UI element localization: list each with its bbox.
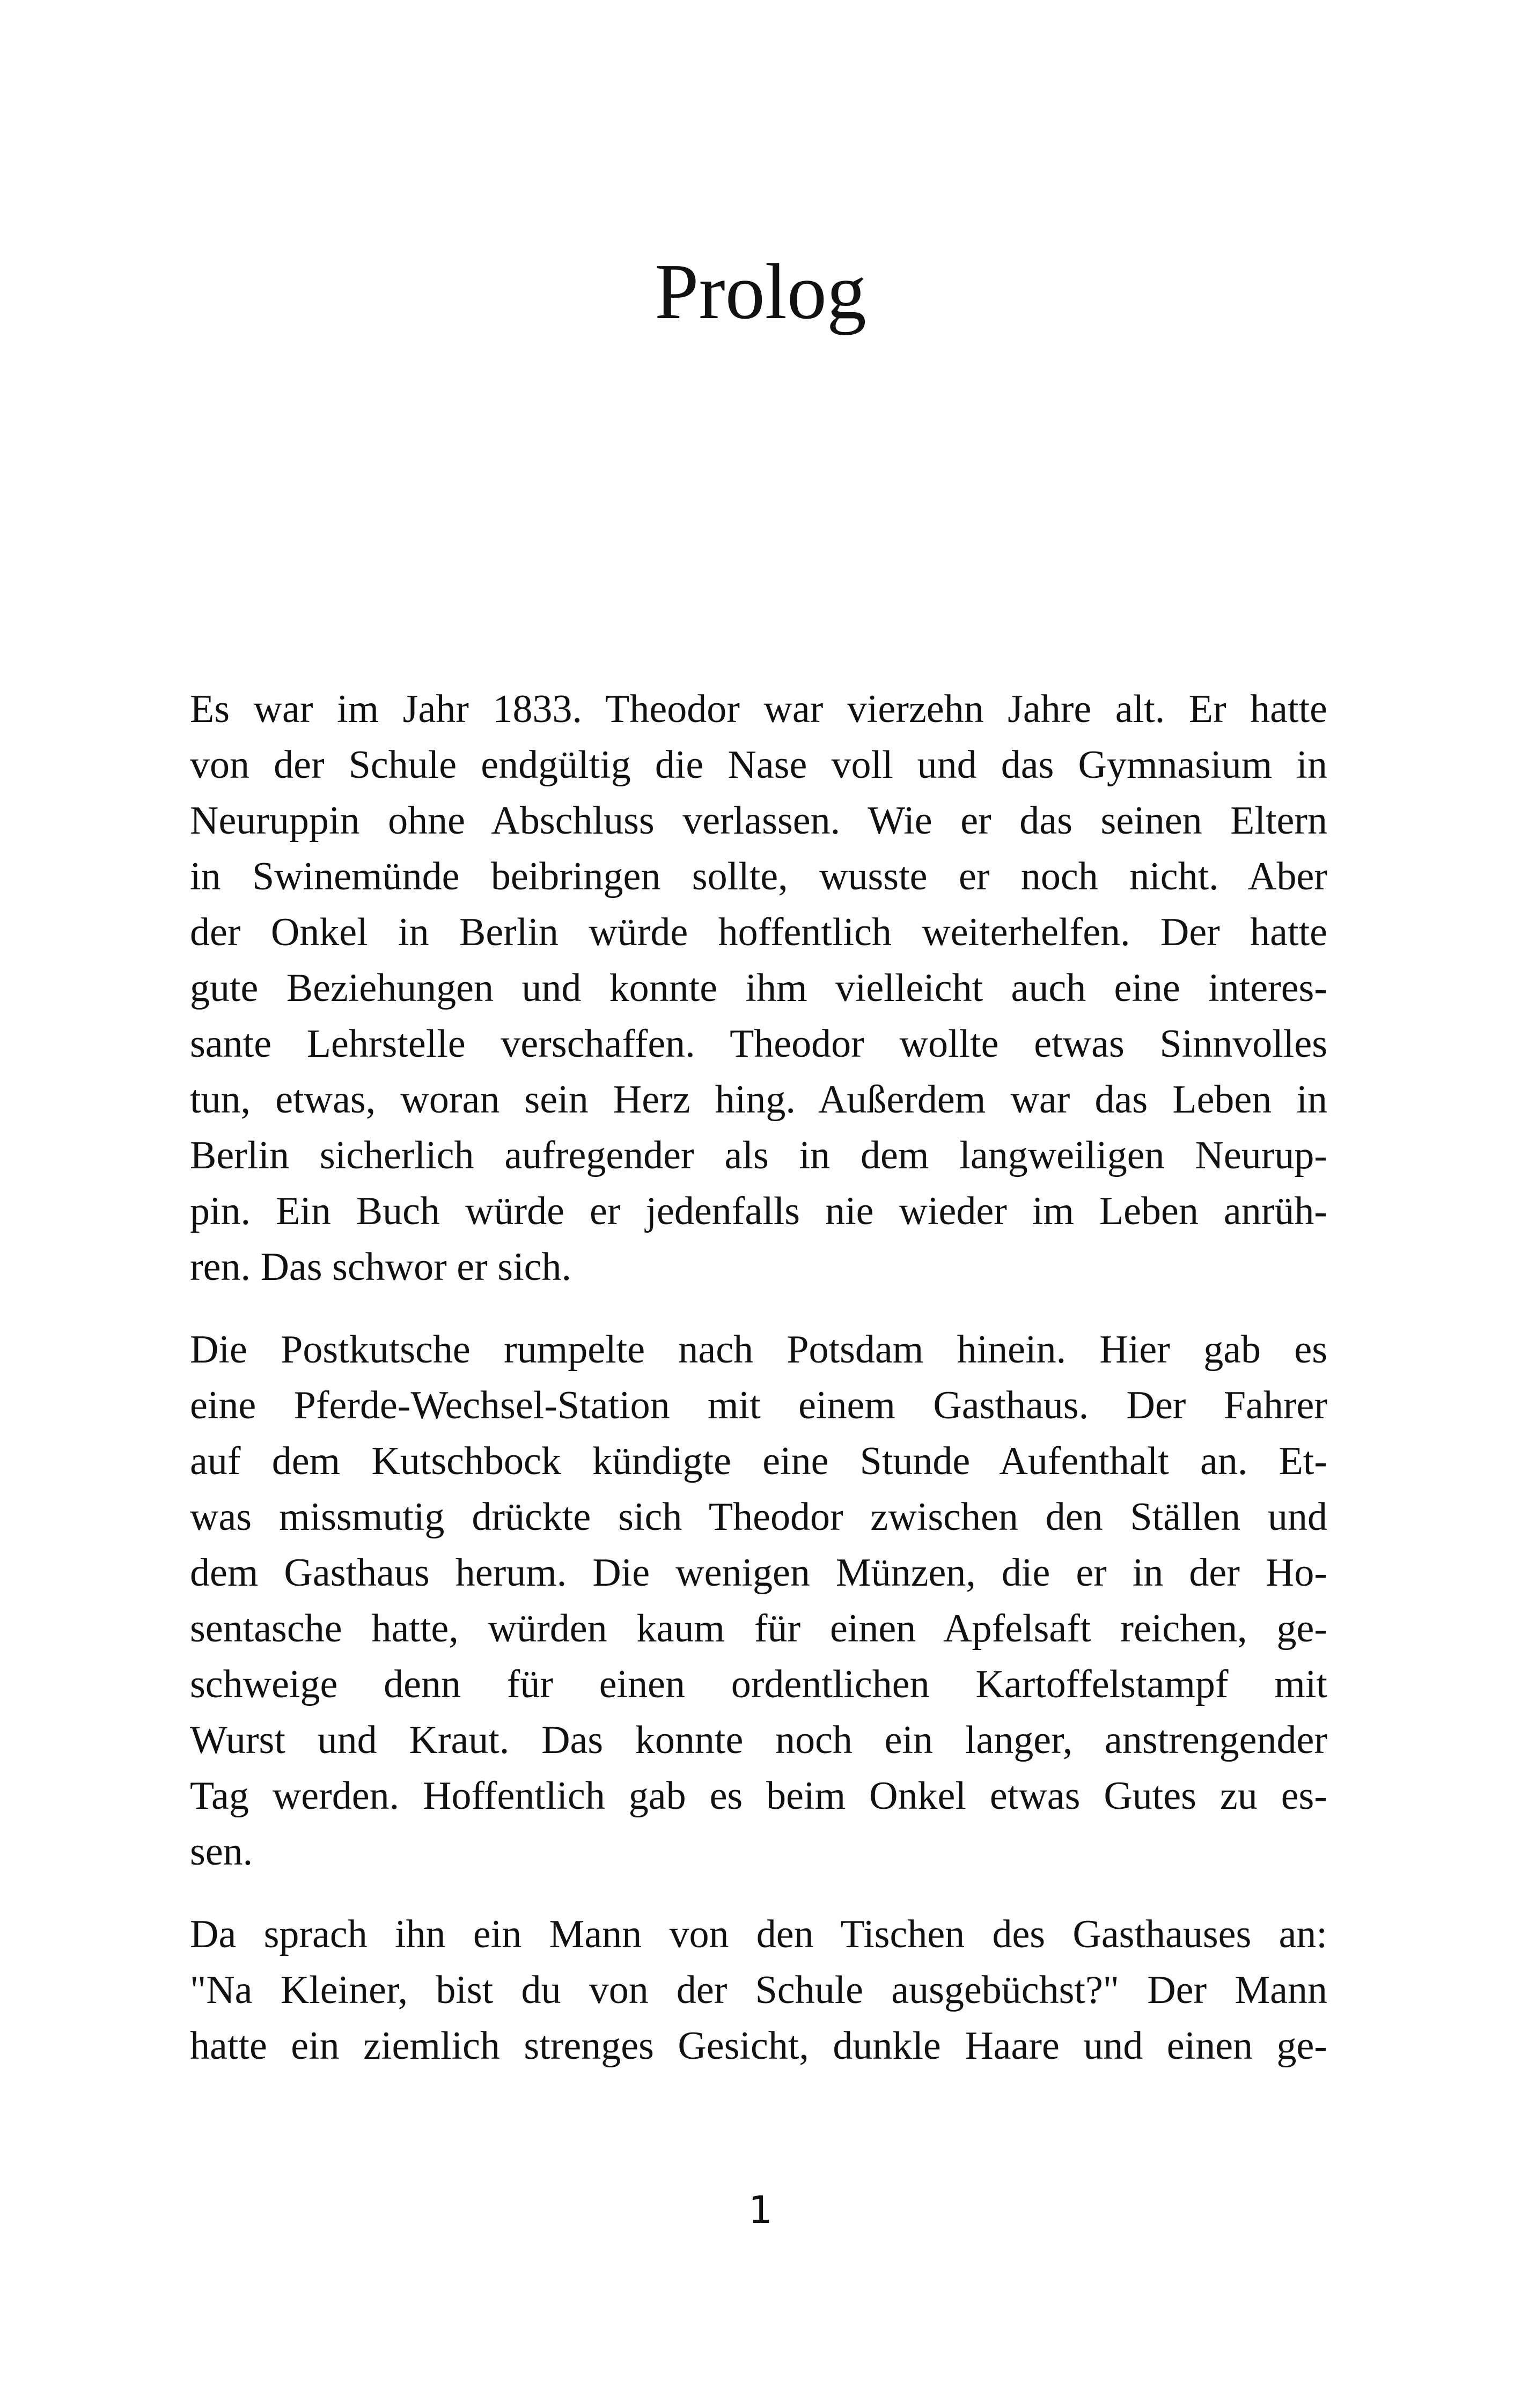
text-line: dem Gasthaus herum. Die wenigen Münzen, die er in der Ho-: [190, 1551, 1327, 1595]
text-line: sante Lehrstelle verschaffen. Theodor wollte etwas Sinnvolles: [190, 1022, 1327, 1066]
page-number: 1: [748, 2188, 773, 2232]
text-line: auf dem Kutschbock kündigte eine Stunde Aufenthalt an. Et-: [190, 1439, 1327, 1483]
text-line: von der Schule endgültig die Nase voll und das Gymnasium in: [190, 743, 1327, 787]
text-line: sen.: [190, 1830, 253, 1874]
text-line: gute Beziehungen und konnte ihm vielleicht auch eine interes-: [190, 966, 1327, 1010]
text-line: was missmutig drückte sich Theodor zwischen den Ställen und: [190, 1495, 1327, 1539]
text-line: pin. Ein Buch würde er jedenfalls nie wieder im Leben anrüh-: [190, 1189, 1327, 1233]
body-text: [190, 681, 1327, 2101]
paragraph: [190, 681, 1327, 1295]
text-line: eine Pferde-Wechsel-Station mit einem Gasthaus. Der Fahrer: [190, 1383, 1327, 1427]
text-line: schweige denn für einen ordentlichen Kartoffelstampf mit: [190, 1662, 1327, 1706]
text-line: Wurst und Kraut. Das konnte noch ein langer, anstrengender: [190, 1718, 1327, 1762]
paragraph: [190, 1322, 1327, 1880]
text-line: "Na Kleiner, bist du von der Schule ausgebüchst?" Der Mann: [190, 1968, 1327, 2012]
text-line: der Onkel in Berlin würde hoffentlich weiterhelfen. Der hatte: [190, 910, 1327, 954]
text-line: tun, etwas, woran sein Herz hing. Außerdem war das Leben in: [190, 1078, 1327, 1122]
text-line: Berlin sicherlich aufregender als in dem langweiligen Neurup-: [190, 1133, 1327, 1177]
text-line: Neuruppin ohne Abschluss verlassen. Wie er das seinen Eltern: [190, 799, 1327, 843]
text-line: hatte ein ziemlich strenges Gesicht, dunkle Haare und einen ge-: [190, 2024, 1327, 2068]
text-line: Tag werden. Hoffentlich gab es beim Onkel etwas Gutes zu es-: [190, 1774, 1327, 1818]
text-line: Es war im Jahr 1833. Theodor war vierzehn Jahre alt. Er hatte: [190, 687, 1327, 731]
text-line: Die Postkutsche rumpelte nach Potsdam hinein. Hier gab es: [190, 1328, 1327, 1372]
paragraph: [190, 1906, 1327, 2074]
text-line: sentasche hatte, würden kaum für einen Apfelsaft reichen, ge-: [190, 1607, 1327, 1651]
text-line: Da sprach ihn ein Mann von den Tischen des Gasthauses an:: [190, 1912, 1327, 1956]
chapter-title: Prolog: [655, 248, 866, 336]
text-line: ren. Das schwor er sich.: [190, 1245, 571, 1289]
text-line: in Swinemünde beibringen sollte, wusste er noch nicht. Aber: [190, 855, 1327, 899]
